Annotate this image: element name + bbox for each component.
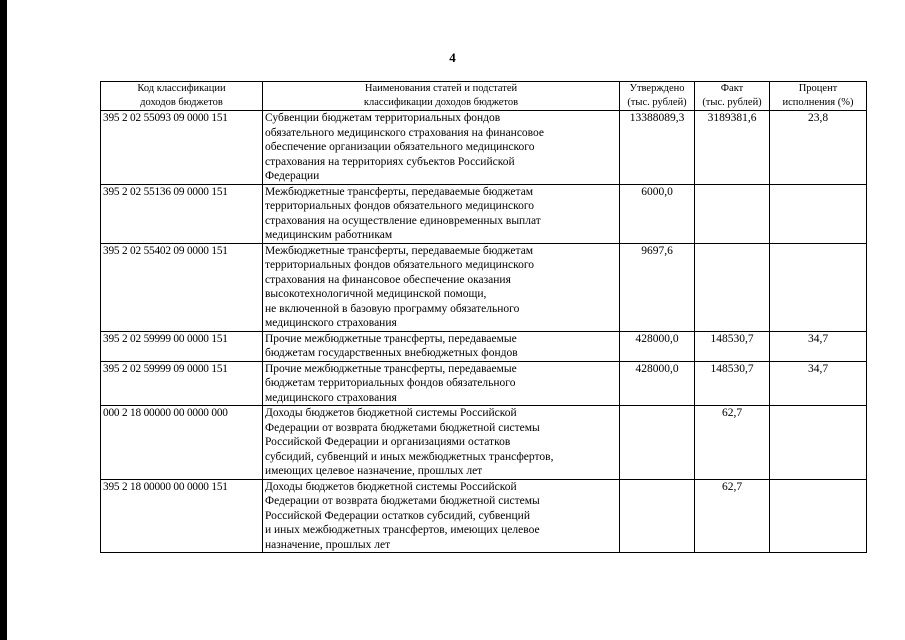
cell-name: Межбюджетные трансферты, передаваемые бюджетам территориальных фондов обязательного медицинского страхования на осуществление единовременных выплат медицинским работникам [263, 184, 620, 243]
scan-edge [0, 0, 7, 640]
cell-name: Доходы бюджетов бюджетной системы Российской Федерации от возврата бюджетами бюджетной системы Российской Федерации остатков субсидий, субвенций и иных межбюджетных трансфертов, имеющих целевое назначение, прошлых лет [263, 479, 620, 553]
cell-percent: 34,7 [770, 331, 867, 361]
cell-code: 395 2 02 59999 00 0000 151 [101, 331, 263, 361]
cell-percent: 34,7 [770, 361, 867, 406]
cell-fact: 3189381,6 [695, 111, 770, 185]
table-row [101, 243, 867, 331]
cell-code: 000 2 18 00000 00 0000 000 [101, 406, 263, 480]
page-number: 4 [449, 50, 456, 65]
cell-fact: 62,7 [695, 479, 770, 553]
cell-fact: 62,7 [695, 406, 770, 480]
cell-name: Прочие межбюджетные трансферты, передаваемые бюджетам государственных внебюджетных фондов [263, 331, 620, 361]
cell-approved: 9697,6 [620, 243, 695, 331]
cell-percent [770, 243, 867, 331]
header-name: Наименования статей и подстатей классификации доходов бюджетов [263, 82, 620, 111]
cell-code: 395 2 02 59999 09 0000 151 [101, 361, 263, 406]
cell-name: Прочие межбюджетные трансферты, передаваемые бюджетам территориальных фондов обязательного медицинского страхования [263, 361, 620, 406]
cell-code: 395 2 18 00000 00 0000 151 [101, 479, 263, 553]
header-approved: Утверждено (тыс. рублей) [620, 82, 695, 111]
cell-name: Субвенции бюджетам территориальных фондов обязательного медицинского страхования на финансовое обеспечение организации обязательного медицинского страхования на территориях субъектов Российской Федерации [263, 111, 620, 185]
cell-name: Межбюджетные трансферты, передаваемые бюджетам территориальных фондов обязательного медицинского страхования на финансовое обеспечение оказания высокотехнологичной медицинской помощи, не включенной в базовую программу обязательного медицинского страхования [263, 243, 620, 331]
cell-percent: 23,8 [770, 111, 867, 185]
cell-code: 395 2 02 55402 09 0000 151 [101, 243, 263, 331]
cell-code: 395 2 02 55136 09 0000 151 [101, 184, 263, 243]
cell-fact: 148530,7 [695, 331, 770, 361]
header-percent: Процент исполнения (%) [770, 82, 867, 111]
table-header-row [101, 82, 867, 111]
table-row [101, 406, 867, 480]
cell-approved: 13388089,3 [620, 111, 695, 185]
cell-approved: 428000,0 [620, 331, 695, 361]
cell-approved [620, 406, 695, 480]
cell-fact [695, 243, 770, 331]
cell-percent [770, 479, 867, 553]
table-row [101, 331, 867, 361]
table-row [101, 479, 867, 553]
cell-approved: 6000,0 [620, 184, 695, 243]
cell-approved [620, 479, 695, 553]
cell-fact [695, 184, 770, 243]
table-row [101, 361, 867, 406]
header-fact: Факт (тыс. рублей) [695, 82, 770, 111]
cell-percent [770, 184, 867, 243]
table-row [101, 184, 867, 243]
header-code: Код классификации доходов бюджетов [101, 82, 263, 111]
table-row [101, 111, 867, 185]
cell-code: 395 2 02 55093 09 0000 151 [101, 111, 263, 185]
cell-fact: 148530,7 [695, 361, 770, 406]
budget-income-table [100, 81, 867, 553]
cell-name: Доходы бюджетов бюджетной системы Российской Федерации от возврата бюджетами бюджетной системы Российской Федерации и организациями остатков субсидий, субвенций и иных межбюджетных трансфертов, имеющих целевое назначение, прошлых лет [263, 406, 620, 480]
cell-approved: 428000,0 [620, 361, 695, 406]
cell-percent [770, 406, 867, 480]
